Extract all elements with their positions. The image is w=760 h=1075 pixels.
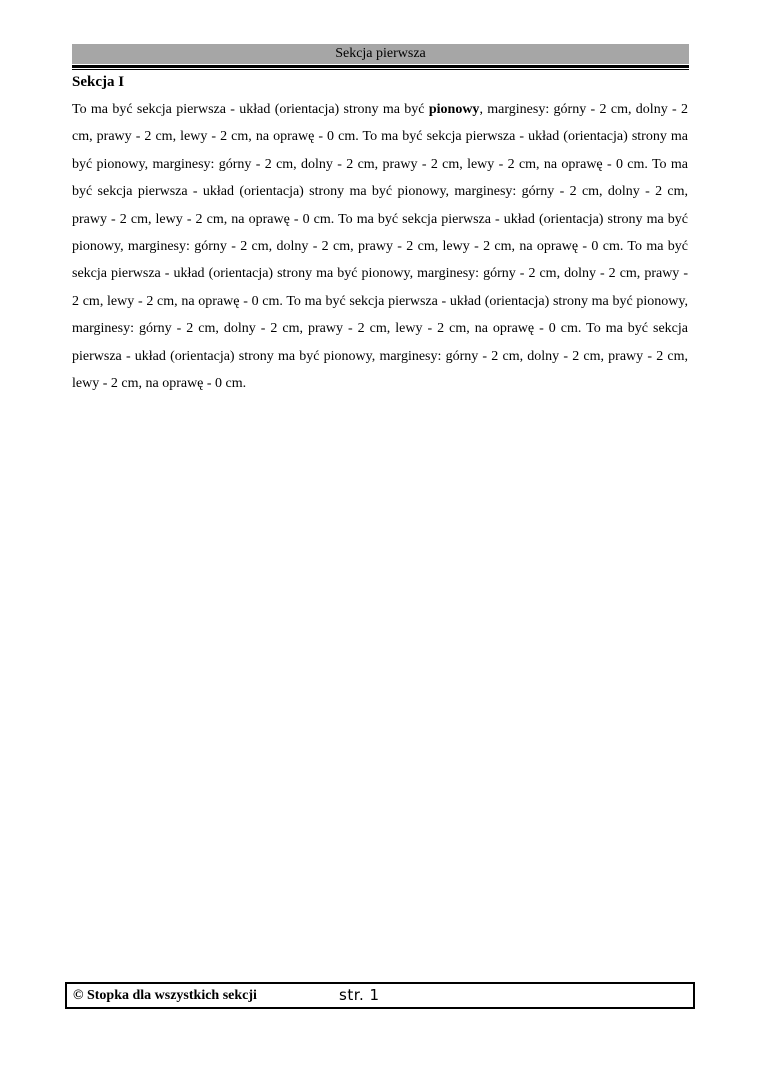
header-rule-thick <box>72 65 689 68</box>
footer-text: © Stopka dla wszystkich sekcji <box>73 988 257 1003</box>
header-rule-thin <box>72 69 689 70</box>
page-footer <box>65 982 695 1009</box>
document-body <box>72 72 688 397</box>
header-title: Sekcja pierwsza <box>335 46 426 61</box>
page-header <box>72 44 689 64</box>
paragraph-rest: , marginesy: górny - 2 cm, dolny - 2 cm, prawy - 2 cm, lewy - 2 cm, na oprawę - 0 cm. To ma być sekcja pierwsza - układ (orientacja) strony ma być pionowy, marginesy: górny - 2 cm, dolny - 2 cm, prawy - 2 cm, lewy - 2 cm, na oprawę - 0 cm. To ma być sekcja pierwsza - układ (orientacja) strony ma być pionowy, marginesy: górny - 2 cm, dolny - 2 cm, prawy - 2 cm, lewy - 2 cm, na oprawę - 0 cm. To ma być sekcja pierwsza - układ (orientacja) strony ma być pionowy, marginesy: górny - 2 cm, dolny - 2 cm, prawy - 2 cm, lewy - 2 cm, na oprawę - 0 cm. To ma być sekcja pierwsza - układ (orientacja) strony ma być pionowy, marginesy: górny - 2 cm, dolny - 2 cm, prawy - 2 cm, lewy - 2 cm, na oprawę - 0 cm. To ma być sekcja pierwsza - układ (orientacja) strony ma być pionowy, marginesy: górny - 2 cm, dolny - 2 cm, prawy - 2 cm, lewy - 2 cm, na oprawę - 0 cm. To ma być sekcja pierwsza - układ (orientacja) strony ma być pionowy, marginesy: górny - 2 cm, dolny - 2 cm, prawy - 2 cm, lewy - 2 cm, na oprawę - 0 cm. <box>72 102 689 392</box>
footer-page-number: str. 1 <box>339 986 380 1004</box>
section-paragraph <box>72 96 688 397</box>
paragraph-emphasis: pionowy <box>428 102 480 117</box>
paragraph-lead: To ma być sekcja pierwsza - układ (orientacja) strony ma być <box>72 102 429 117</box>
section-title: Sekcja I <box>72 74 125 90</box>
